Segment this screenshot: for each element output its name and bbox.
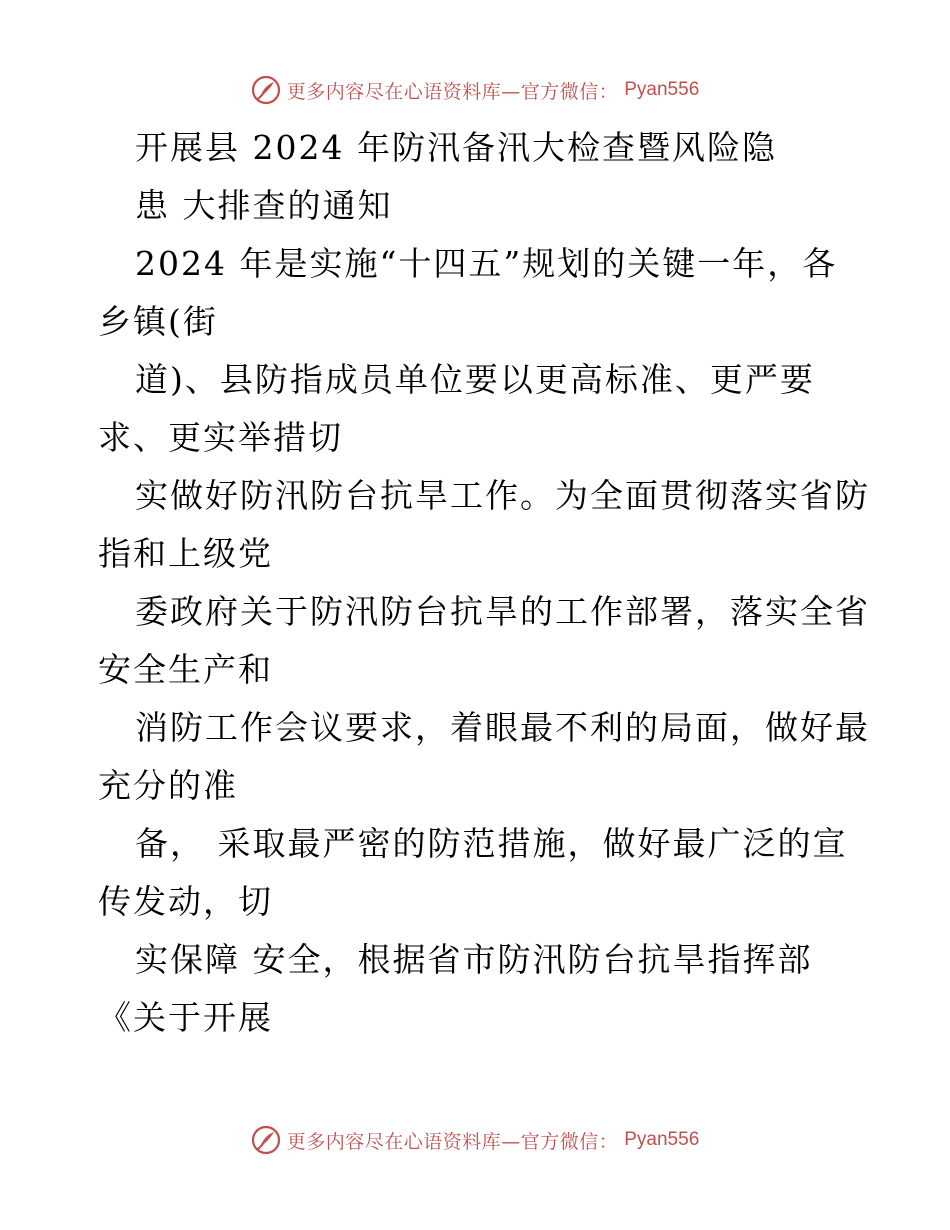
watermark-text: 更多内容尽在心语资料库—官方微信：	[286, 80, 619, 103]
footer-watermark	[0, 1120, 950, 1160]
body-line: 充分的准	[98, 766, 238, 805]
body-line: 消防工作会议要求，着眼最不利的局面，做好最	[135, 708, 870, 747]
body-line: 《关于开展	[98, 998, 273, 1037]
document-title-line-1: 开展县 2024 年防汛备汛大检查暨风险隐	[135, 128, 777, 167]
body-line: 求、更实举措切	[98, 418, 343, 457]
body-line: 道)、县防指成员单位要以更高标准、更严要	[135, 360, 815, 399]
body-line: 乡镇(街	[98, 302, 218, 341]
body-line: 备， 采取最严密的防范措施，做好最广泛的宣	[135, 824, 848, 863]
body-line: 实做好防汛防台抗旱工作。为全面贯彻落实省防	[135, 476, 870, 515]
watermark-id: Pyan556	[624, 1129, 700, 1150]
document-title-line-2: 患 大排查的通知	[135, 186, 393, 225]
body-line: 指和上级党	[98, 534, 273, 573]
body-line: 安全生产和	[98, 650, 273, 689]
body-line: 实保障 安全，根据省市防汛防台抗旱指挥部	[135, 940, 813, 979]
watermark-id: Pyan556	[624, 79, 700, 100]
watermark-text: 更多内容尽在心语资料库—官方微信：	[286, 1130, 619, 1153]
body-line: 委政府关于防汛防台抗旱的工作部署，落实全省	[135, 592, 870, 631]
body-line: 传发动，切	[98, 882, 273, 921]
feather-pen-logo-icon	[251, 1125, 281, 1155]
body-line: 2024 年是实施“十四五”规划的关键一年，各	[135, 244, 838, 283]
